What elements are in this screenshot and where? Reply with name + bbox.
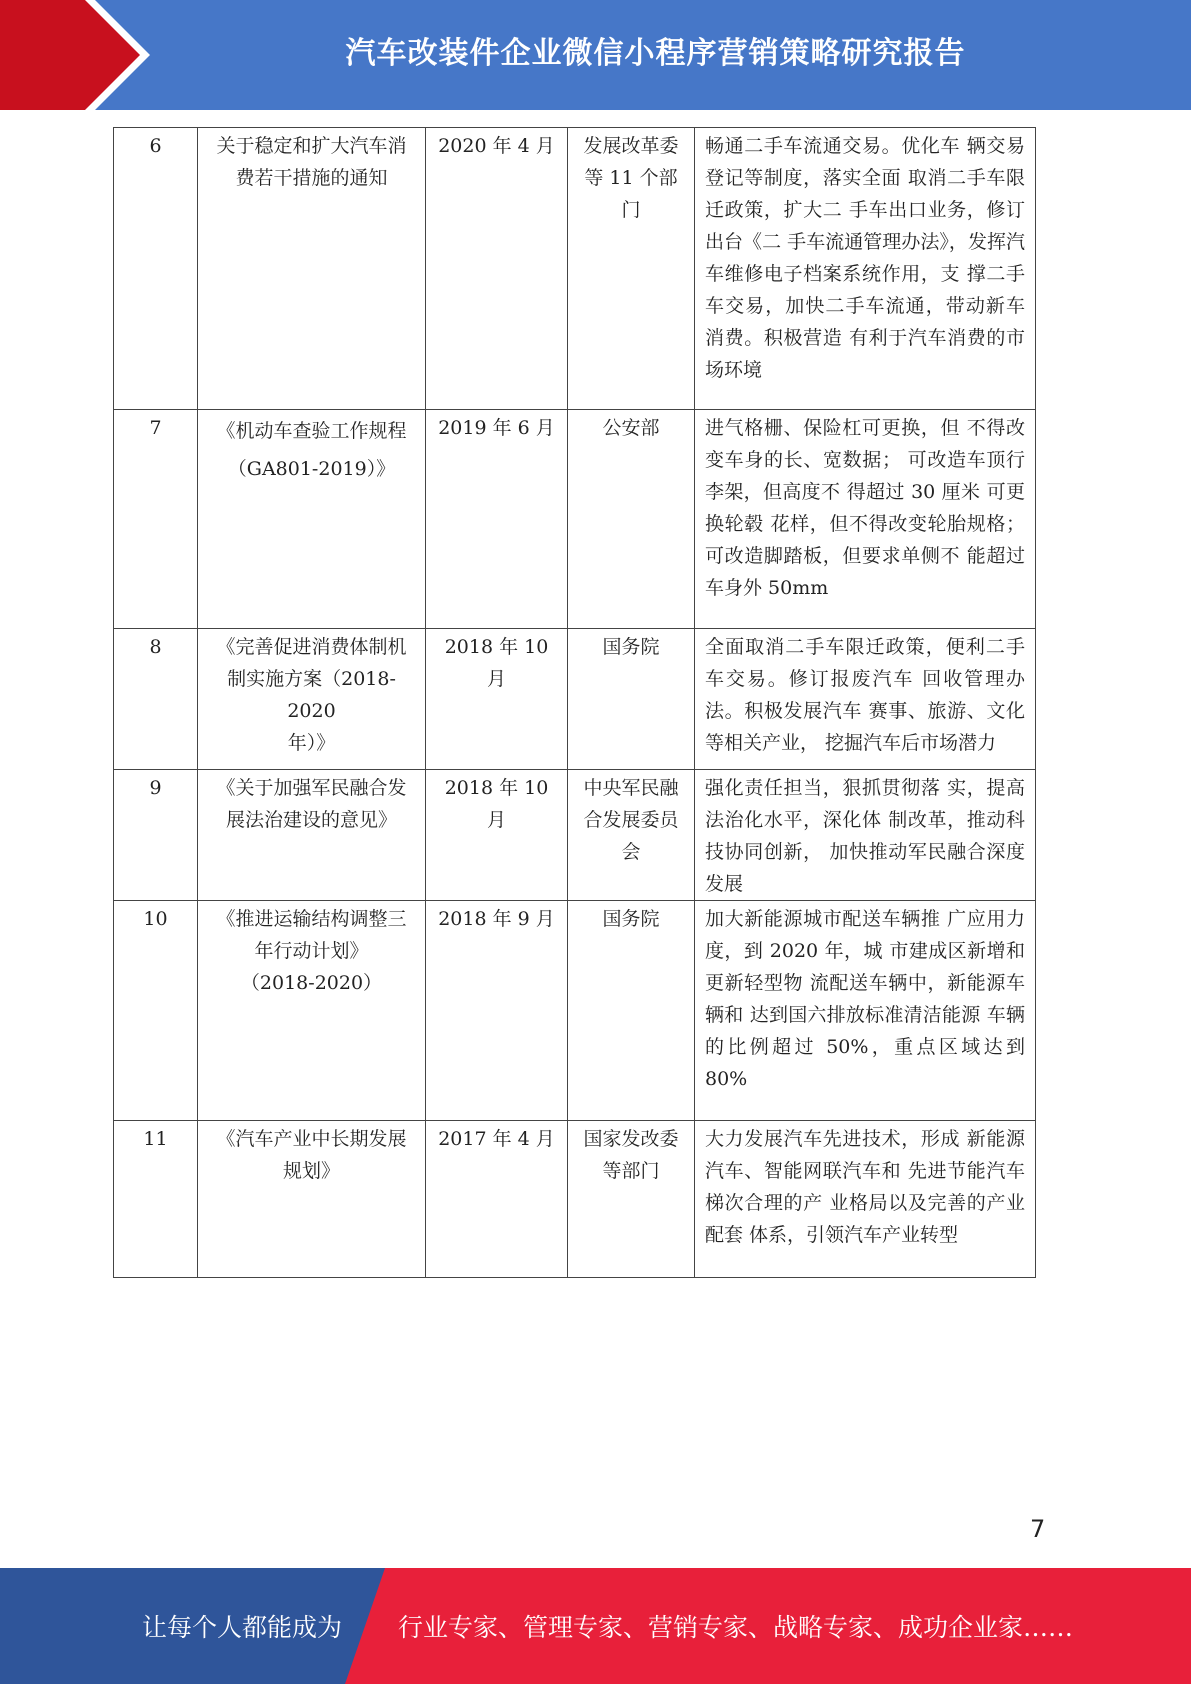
policy-content: 大力发展汽车先进技术，形成 新能源汽车、智能网联汽车和 先进节能汽车梯次合理的产 业格局以及完善的产业配套 体系，引领汽车产业转型 <box>695 1121 1036 1278</box>
row-number: 7 <box>114 410 198 629</box>
issuing-department: 国家发改委等部门 <box>568 1121 695 1278</box>
policy-content: 全面取消二手车限迁政策，便利二手车交易。修订报废汽车 回收管理办法。积极发展汽车 赛事、旅游、文化等相关产业， 挖掘汽车后市场潜力 <box>695 629 1036 770</box>
issue-date: 2017 年 4 月 <box>426 1121 568 1278</box>
table-row <box>114 410 1036 629</box>
issuing-department: 国务院 <box>568 901 695 1121</box>
red-chevron-icon <box>0 0 160 110</box>
row-number: 11 <box>114 1121 198 1278</box>
issuing-department: 公安部 <box>568 410 695 629</box>
page-number: 7 <box>1030 1515 1046 1543</box>
policy-content: 加大新能源城市配送车辆推 广应用力度，到 2020 年，城 市建成区新增和更新轻型物 流配送车辆中，新能源车辆和 达到国六排放标准清洁能源 车辆的比例超过 50%，重点区域达到 80% <box>695 901 1036 1121</box>
table-row <box>114 770 1036 901</box>
issue-date: 2018 年 10 月 <box>426 629 568 770</box>
report-title: 汽车改装件企业微信小程序营销策略研究报告 <box>345 36 966 71</box>
issuing-department: 国务院 <box>568 629 695 770</box>
document-name: 关于稳定和扩大汽车消费若干措施的通知 <box>198 128 426 410</box>
table-row <box>114 629 1036 770</box>
policy-content: 进气格栅、保险杠可更换，但 不得改变车身的长、宽数据； 可改造车顶行李架，但高度不 得超过 30 厘米 可更换轮毂 花样，但不得改变轮胎规格； 可改造脚踏板，但要求单侧不 能超过车身外 50mm <box>695 410 1036 629</box>
policy-content: 强化责任担当，狠抓贯彻落 实，提高法治化水平，深化体 制改革，推动科技协同创新， 加快推动军民融合深度发展 <box>695 770 1036 901</box>
document-name: 《关于加强军民融合发展法治建设的意见》 <box>198 770 426 901</box>
issuing-department: 发展改革委等 11 个部门 <box>568 128 695 410</box>
footer-slogan-right: 行业专家、管理专家、营销专家、战略专家、成功企业家…… <box>398 1613 1074 1642</box>
policy-content: 畅通二手车流通交易。优化车 辆交易登记等制度，落实全面 取消二手车限迁政策，扩大二 手车出口业务，修订出台《二 手车流通管理办法》，发挥汽 车维修电子档案系统作用，支 撑二手车交易，加快二手车流通，带动新车消费。积极营造 有利于汽车消费的市场环境 <box>695 128 1036 410</box>
issue-date: 2018 年 9 月 <box>426 901 568 1121</box>
policy-table <box>113 127 1036 1278</box>
document-name: 《推进运输结构调整三年行动计划》 （2018-2020） <box>198 901 426 1121</box>
table-row <box>114 128 1036 410</box>
row-number: 8 <box>114 629 198 770</box>
page-footer <box>0 1568 1191 1684</box>
page-header <box>0 0 1191 110</box>
footer-slogan-left: 让每个人都能成为 <box>142 1613 343 1642</box>
issuing-department: 中央军民融合发展委员会 <box>568 770 695 901</box>
row-number: 6 <box>114 128 198 410</box>
issue-date: 2019 年 6 月 <box>426 410 568 629</box>
row-number: 10 <box>114 901 198 1121</box>
table-row <box>114 901 1036 1121</box>
document-name: 《汽车产业中长期发展规划》 <box>198 1121 426 1278</box>
document-name: 《完善促进消费体制机制实施方案（2018- 2020 年）》 <box>198 629 426 770</box>
issue-date: 2018 年 10 月 <box>426 770 568 901</box>
issue-date: 2020 年 4 月 <box>426 128 568 410</box>
table-row <box>114 1121 1036 1278</box>
row-number: 9 <box>114 770 198 901</box>
document-name: 《机动车查验工作规程 （GA801-2019）》 <box>198 410 426 629</box>
